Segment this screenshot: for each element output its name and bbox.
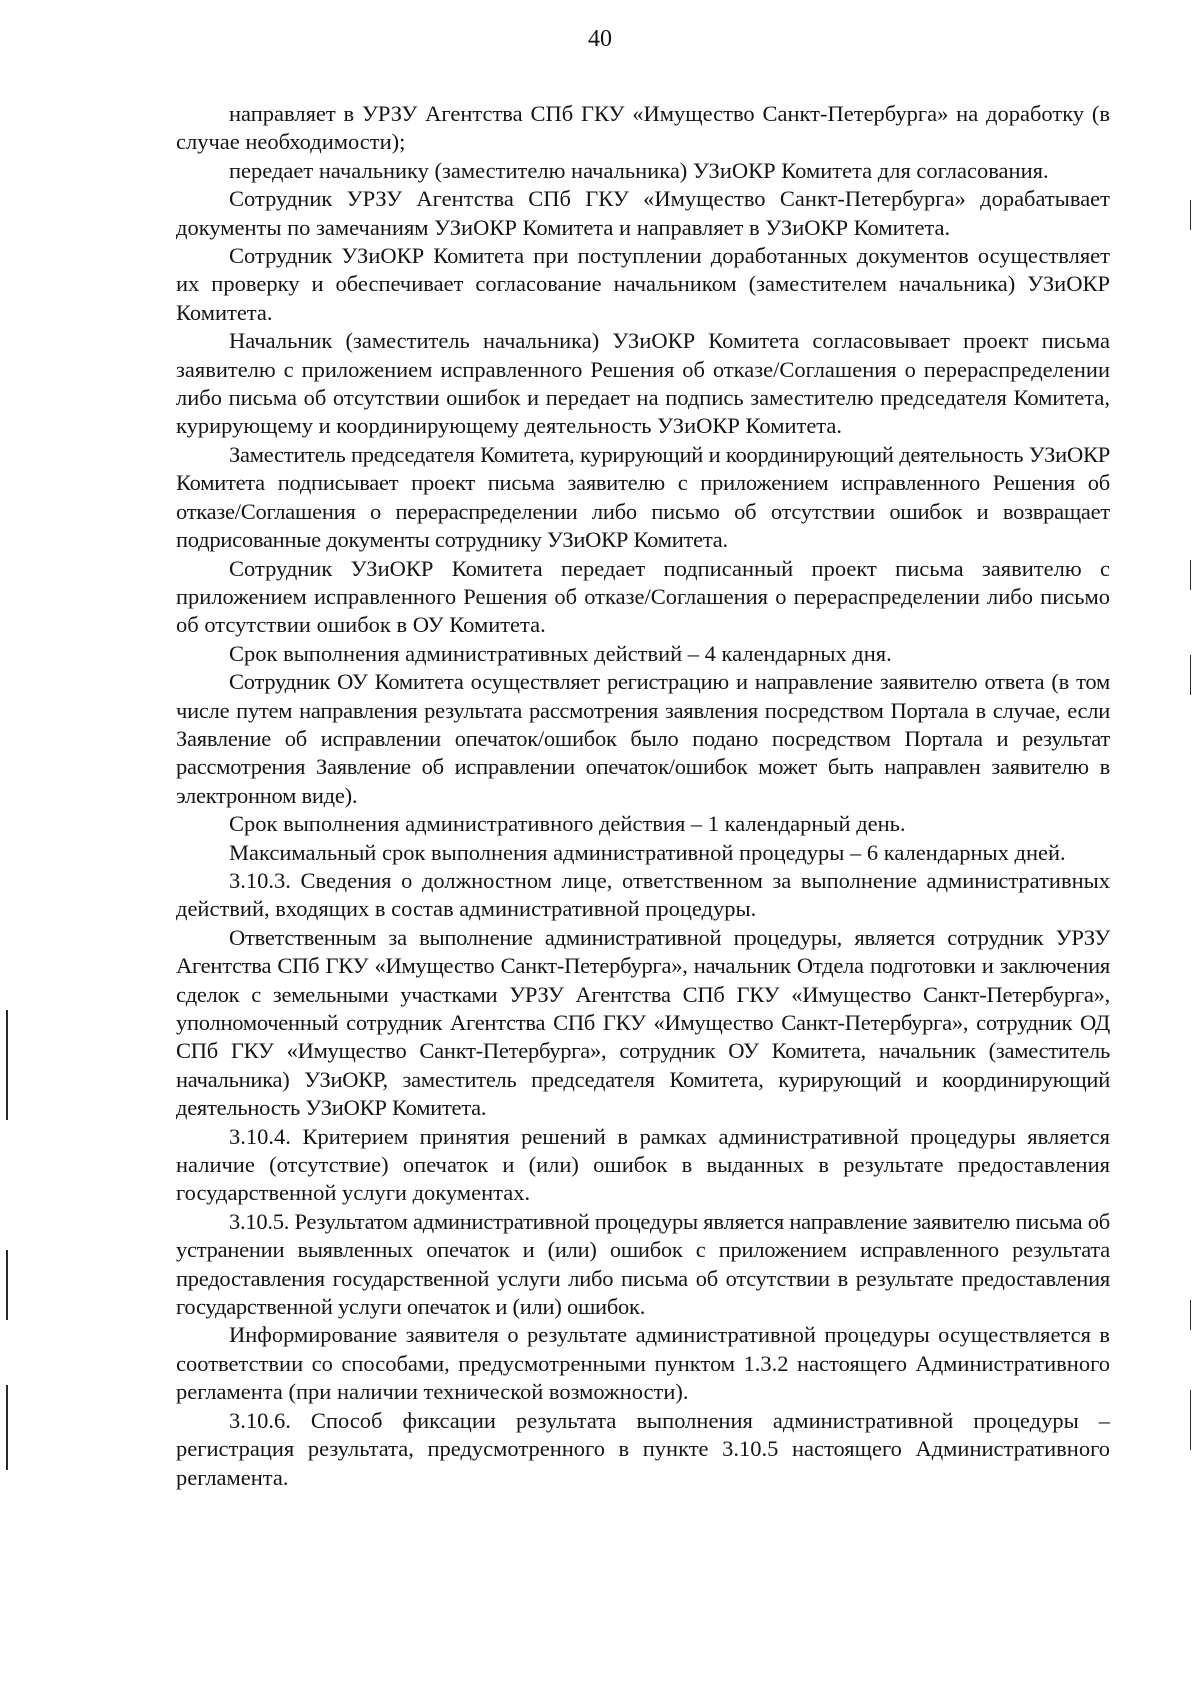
scan-edge-mark bbox=[6, 1010, 8, 1120]
paragraph-17: 3.10.6. Способ фиксации результата выполнения административной процедуры – регистрация результата, предусмотренного в пункте 3.10.5 настоящего Административного регламента. bbox=[176, 1407, 1110, 1490]
paragraph-14: 3.10.4. Критерием принятия решений в рамках административной процедуры является наличие (отсутствие) опечаток и (или) ошибок в выданных в результате предоставления государственной услуги документах. bbox=[176, 1123, 1110, 1206]
paragraph-5: Начальник (заместитель начальника) УЗиОКР Комитета согласовывает проект письма заявителю с приложением исправленного Решения об отказе/Соглашения о перераспределении либо письма об отсутствии ошибок и передает на подпись заместителю председателя Комитета, курирующему и координирующему деятельность УЗиОКР Комитета. bbox=[176, 328, 1110, 439]
paragraph-4: Сотрудник УЗиОКР Комитета при поступлении доработанных документов осуществляет их проверку и обеспечивает согласование начальником (заместителем начальника) УЗиОКР Комитета. bbox=[176, 243, 1110, 325]
paragraph-9: Сотрудник ОУ Комитета осуществляет регистрацию и направление заявителю ответа (в том числе путем направления результата рассмотрения заявления посредством Портала в случае, если Заявление об исправлении опечаток/ошибок было подано посредством Портала и результат рассмотрения Заявление об исправлении опечаток/ошибок может быть направлен заявителю в электронном виде). bbox=[176, 669, 1110, 808]
page-number: 40 bbox=[588, 26, 612, 52]
scan-edge-mark bbox=[1190, 200, 1191, 230]
document-body bbox=[176, 100, 1110, 1492]
paragraph-7: Сотрудник УЗиОКР Комитета передает подписанный проект письма заявителю с приложением исправленного Решения об отказе/Соглашения о перераспределении либо письмо об отсутствии ошибок в ОУ Комитета. bbox=[176, 555, 1110, 638]
paragraph-15: 3.10.5. Результатом административной процедуры является направление заявителю письма об устранении выявленных опечаток и (или) ошибок с приложением исправленного результата предоставления государственной услуги либо письма об отсутствии в результате предоставления государственной услуги опечаток и (или) ошибок. bbox=[176, 1208, 1110, 1320]
paragraph-11: Максимальный срок выполнения административной процедуры – 6 календарных дней. bbox=[229, 839, 1066, 865]
scan-edge-mark bbox=[1190, 1390, 1191, 1450]
paragraph-2: передает начальнику (заместителю начальника) УЗиОКР Комитета для согласования. bbox=[229, 157, 1049, 183]
paragraph-10: Срок выполнения административного действия – 1 календарный день. bbox=[229, 811, 906, 837]
paragraph-16: Информирование заявителя о результате административной процедуры осуществляется в соответствии со способами, предусмотренными пунктом 1.3.2 настоящего Административного регламента (при наличии технической возможности). bbox=[176, 1322, 1110, 1405]
paragraph-1: направляет в УРЗУ Агентства СПб ГКУ «Имущество Санкт-Петербурга» на доработку (в случае необходимости); bbox=[176, 101, 1110, 155]
paragraph-3: Сотрудник УРЗУ Агентства СПб ГКУ «Имущество Санкт-Петербурга» дорабатывает документы по замечаниям УЗиОКР Комитета и направляет в УЗиОКР Комитета. bbox=[176, 186, 1110, 240]
paragraph-6: Заместитель председателя Комитета, курирующий и координирующий деятельность УЗиОКР Комитета подписывает проект письма заявителю с приложением исправленного Решения об отказе/Соглашения о перераспределении либо письмо об отсутствии ошибок и возвращает подрисованные документы сотруднику УЗиОКР Комитета. bbox=[176, 441, 1110, 553]
scan-edge-mark bbox=[1190, 1300, 1191, 1330]
paragraph-12: 3.10.3. Сведения о должностном лице, ответственном за выполнение административных действий, входящих в состав административной процедуры. bbox=[176, 867, 1110, 922]
scan-edge-mark bbox=[1190, 655, 1191, 695]
scan-edge-mark bbox=[1190, 560, 1191, 590]
paragraph-13: Ответственным за выполнение административной процедуры, является сотрудник УРЗУ Агентства СПб ГКУ «Имущество Санкт-Петербурга», начальник Отдела подготовки и заключения сделок с земельными участками УРЗУ Агентства СПб ГКУ «Имущество Санкт-Петербурга», уполномоченный сотрудник Агентства СПб ГКУ «Имущество Санкт-Петербурга», сотрудник ОД СПб ГКУ «Имущество Санкт-Петербурга», сотрудник ОУ Комитета, начальник (заместитель начальника) УЗиОКР, заместитель председателя Комитета, курирующий и координирующий деятельность УЗиОКР Комитета. bbox=[176, 924, 1110, 1121]
scan-edge-mark bbox=[6, 1250, 8, 1320]
paragraph-8: Срок выполнения административных действий – 4 календарных дня. bbox=[229, 640, 892, 666]
scan-edge-mark bbox=[6, 1385, 8, 1470]
